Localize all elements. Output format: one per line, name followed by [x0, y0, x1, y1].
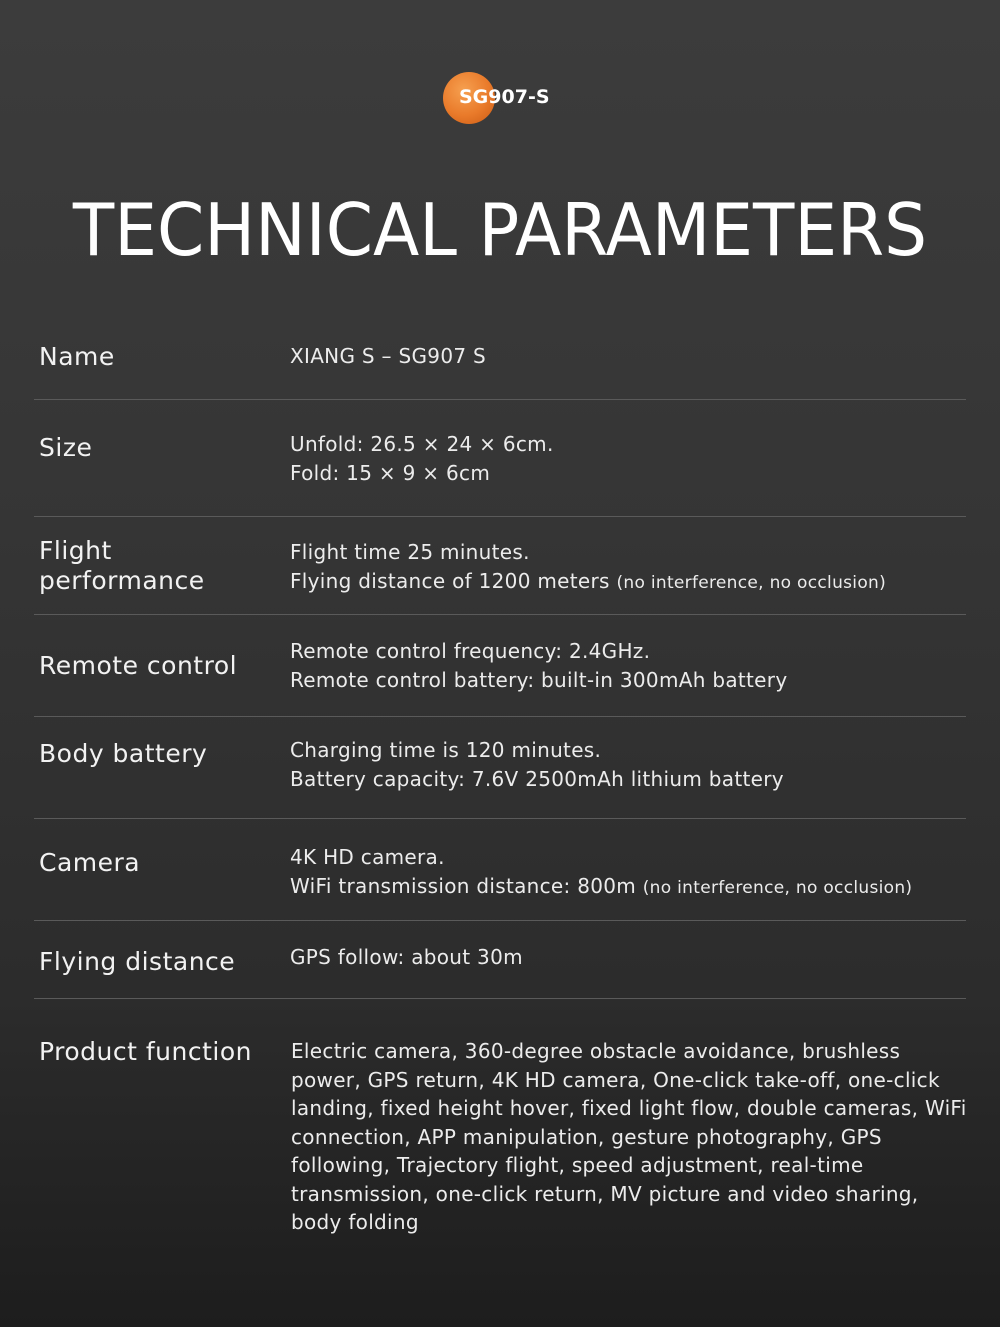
spec-value-line: GPS follow: about 30m [290, 945, 523, 969]
spec-value [290, 538, 966, 597]
spec-value-line: Charging time is 120 minutes. [290, 738, 602, 762]
spec-row-remote-control [34, 615, 966, 717]
spec-value-line: Remote control frequency: 2.4GHz. [290, 639, 651, 663]
spec-label: Size [39, 433, 93, 462]
spec-row-flying-distance [34, 921, 966, 999]
spec-value [290, 637, 966, 694]
spec-row-flight-performance [34, 517, 966, 615]
spec-value-note: (no interference, no occlusion) [642, 877, 913, 898]
spec-label: Camera [39, 848, 141, 877]
page-title: TECHNICAL PARAMETERS [72, 188, 928, 272]
spec-value-line: Remote control battery: built-in 300mAh battery [290, 667, 788, 692]
spec-value [290, 430, 966, 487]
brand-model: SG907-S [459, 86, 550, 108]
spec-label: Product function [39, 1037, 252, 1066]
spec-value-line [290, 567, 966, 598]
spec-value [290, 843, 966, 902]
spec-label: Flying distance [39, 947, 236, 976]
spec-value [290, 342, 966, 371]
spec-label: Flight performance [39, 536, 205, 595]
spec-label: Body battery [39, 739, 208, 768]
spec-row-camera [34, 819, 966, 921]
spec-value-note: (no interference, no occlusion) [616, 572, 887, 593]
brand-badge [443, 70, 573, 126]
spec-value-line: Flight time 25 minutes. [290, 540, 530, 564]
spec-value: Electric camera, 360-degree obstacle avoidance, brushless power, GPS return, 4K HD camera, One-click take-off, one-click landing, fixed height hover, fixed light flow, double cameras, WiFi connection, APP manipulation, gesture photography, GPS following, Trajectory flight, speed adjustment, real-time transmission, one-click return, MV picture and video sharing, body folding [291, 1039, 967, 1234]
spec-row-product-function [34, 999, 966, 1239]
spec-value-line: Fold: 15 × 9 × 6cm [290, 460, 491, 485]
spec-row-name [34, 320, 966, 400]
spec-value-text: Flying distance of 1200 meters [290, 568, 610, 593]
spec-label: Remote control [39, 651, 238, 680]
spec-value-line: XIANG S – SG907 S [290, 344, 487, 368]
spec-value-line [290, 872, 966, 903]
spec-label: Name [39, 342, 115, 371]
spec-value [290, 736, 966, 793]
spec-row-size [34, 400, 966, 517]
spec-row-body-battery [34, 717, 966, 819]
spec-value-line: 4K HD camera. [290, 845, 445, 869]
spec-value-line: Battery capacity: 7.6V 2500mAh lithium battery [290, 766, 784, 791]
spec-value [290, 943, 966, 972]
spec-value-line: Unfold: 26.5 × 24 × 6cm. [290, 432, 554, 456]
spec-value-text: WiFi transmission distance: 800m [290, 873, 637, 898]
